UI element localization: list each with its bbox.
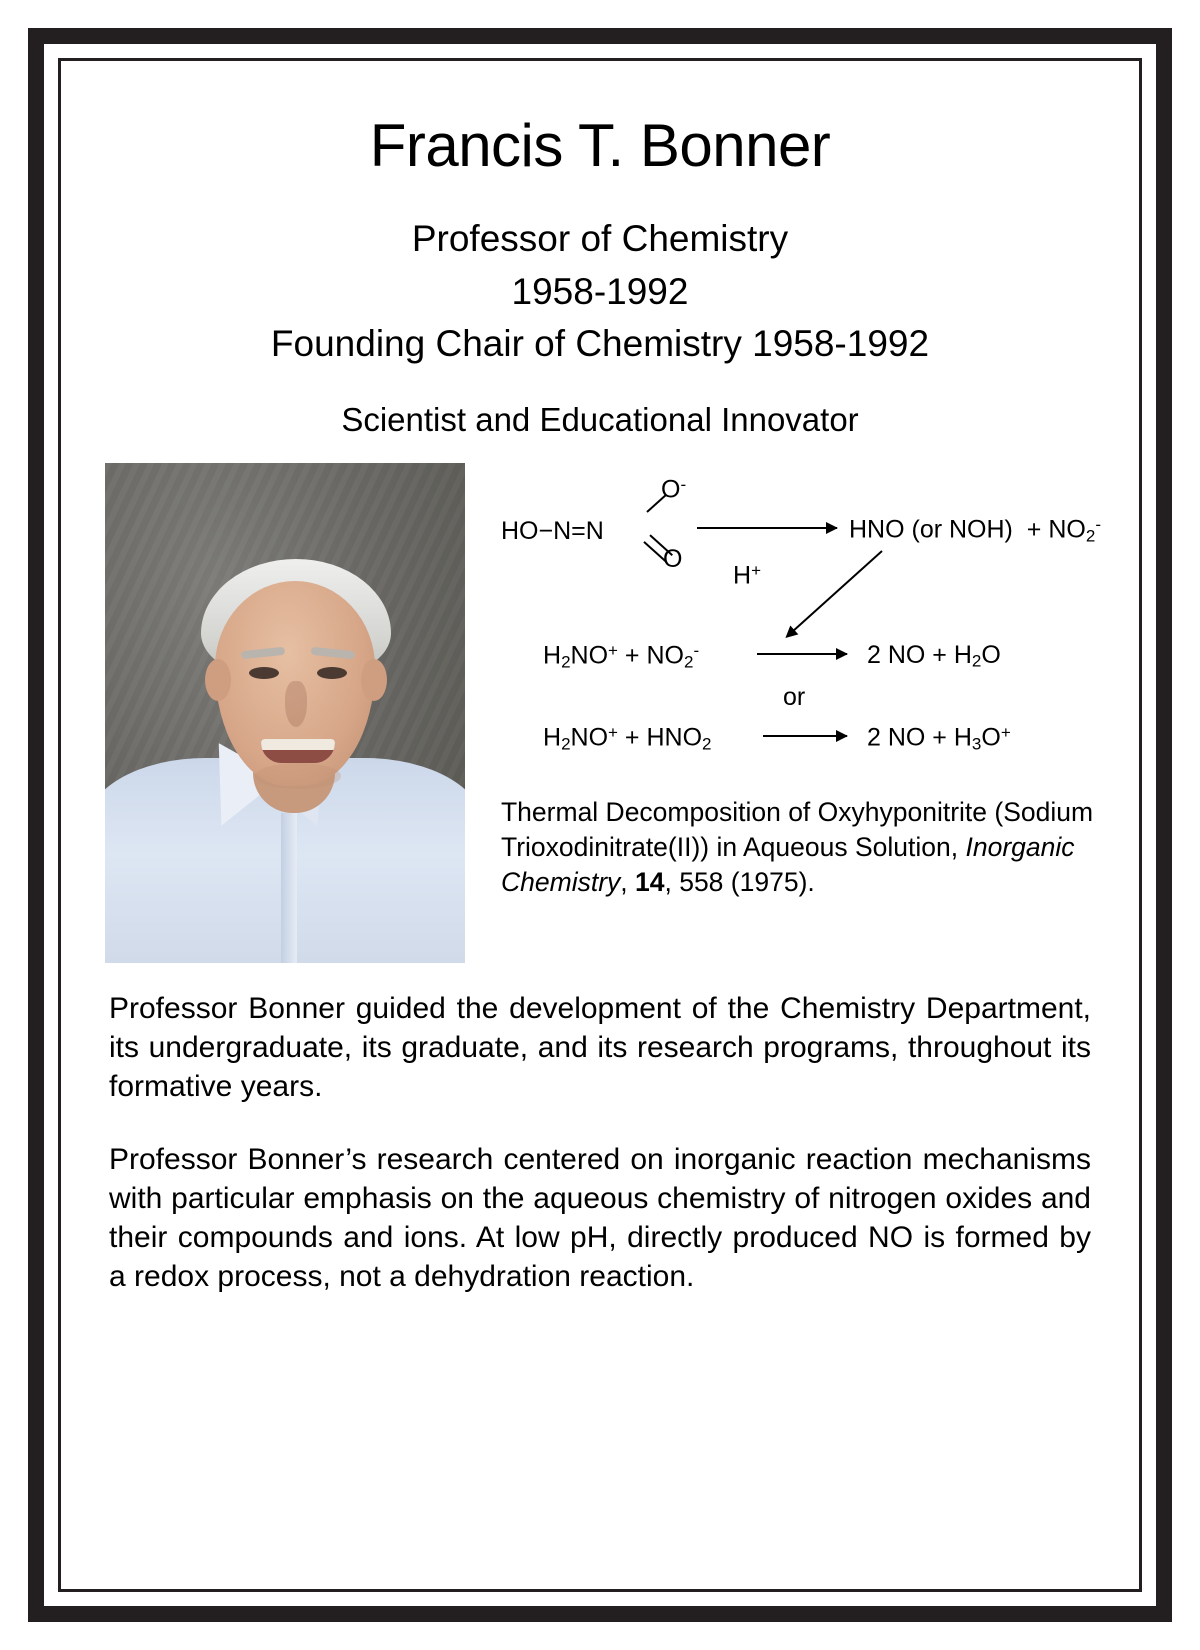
scheme-hplus-label: H+ <box>733 560 761 590</box>
scheme-reactant: HO−N=N <box>501 516 604 545</box>
arrow-line2 <box>757 653 847 655</box>
subtitle-line-2: 1958-1992 <box>511 270 689 312</box>
portrait-photo <box>105 463 465 963</box>
paragraph-research: Professor Bonner’s research centered on inorganic reaction mechanisms with particular emphasis on the aqueous chemistry of nitrogen oxides and their compounds and ions. At low pH, directly produced NO is formed by a redox process, not a dehydration reaction. <box>109 1142 1091 1293</box>
paragraph-department: Professor Bonner guided the development of the Chemistry Department, its undergraduate, its graduate, and its research programs, throughout its formative years. <box>109 991 1091 1103</box>
portrait-teeth <box>261 739 335 750</box>
poster-content <box>61 61 1139 1296</box>
caption-part-3: , 558 (1975). <box>664 866 815 897</box>
portrait-and-scheme-row <box>105 463 1101 963</box>
subtitle-line-1: Professor of Chemistry <box>411 218 789 259</box>
page-title: Francis T. Bonner <box>369 112 831 179</box>
scheme-oxygen-lower: O <box>663 544 683 573</box>
caption-part-1: Thermal Decomposition of Oxyhyponitrite (Sodium Trioxodinitrate(II)) in Aqueous Solution, <box>501 796 1094 862</box>
scheme-product-hno: HNO (or $NOH) + NO_2^-$ <box>849 514 1101 545</box>
scheme-or-label: or <box>783 682 806 711</box>
portrait-mouth <box>261 739 335 763</box>
subtitle-line-3: Founding Chair of Chemistry 1958-1992 <box>270 323 930 365</box>
arrow-diagonal <box>792 550 883 632</box>
portrait-chin <box>255 763 341 789</box>
caption-part-2: , <box>620 866 635 897</box>
reaction-column <box>475 463 1101 900</box>
portrait-ear-right <box>361 659 387 701</box>
portrait-eye-left <box>249 667 279 679</box>
poster-frame <box>28 28 1172 1622</box>
caption-journal: Inorganic Chemistry <box>501 831 1075 897</box>
reaction-scheme <box>501 471 1101 791</box>
portrait-nose <box>285 681 307 727</box>
poster-inner-border <box>58 58 1142 1592</box>
portrait-ear-left <box>205 659 231 701</box>
arrow-line3 <box>763 735 847 737</box>
scheme-line3-right: 2 NO + $H_3O^+$ <box>867 722 1011 753</box>
portrait-eye-right <box>317 667 347 679</box>
portrait-shirt-placket <box>281 813 297 963</box>
subtitle-block <box>105 213 1095 371</box>
scheme-oxygen-anion: O- <box>661 474 687 504</box>
arrow-main <box>697 527 837 529</box>
scheme-line2-right: 2 NO + $H_2O$ <box>867 640 1001 671</box>
tagline: Scientist and Educational Innovator <box>341 400 859 438</box>
reaction-caption <box>501 795 1095 900</box>
caption-volume: 14 <box>635 866 665 897</box>
scheme-line2-left: $H_2NO^+ + NO_2^-$ <box>543 640 700 671</box>
photo-column <box>105 463 475 963</box>
scheme-line3-left: $H_2NO^+ + HNO_2$ <box>543 722 712 753</box>
